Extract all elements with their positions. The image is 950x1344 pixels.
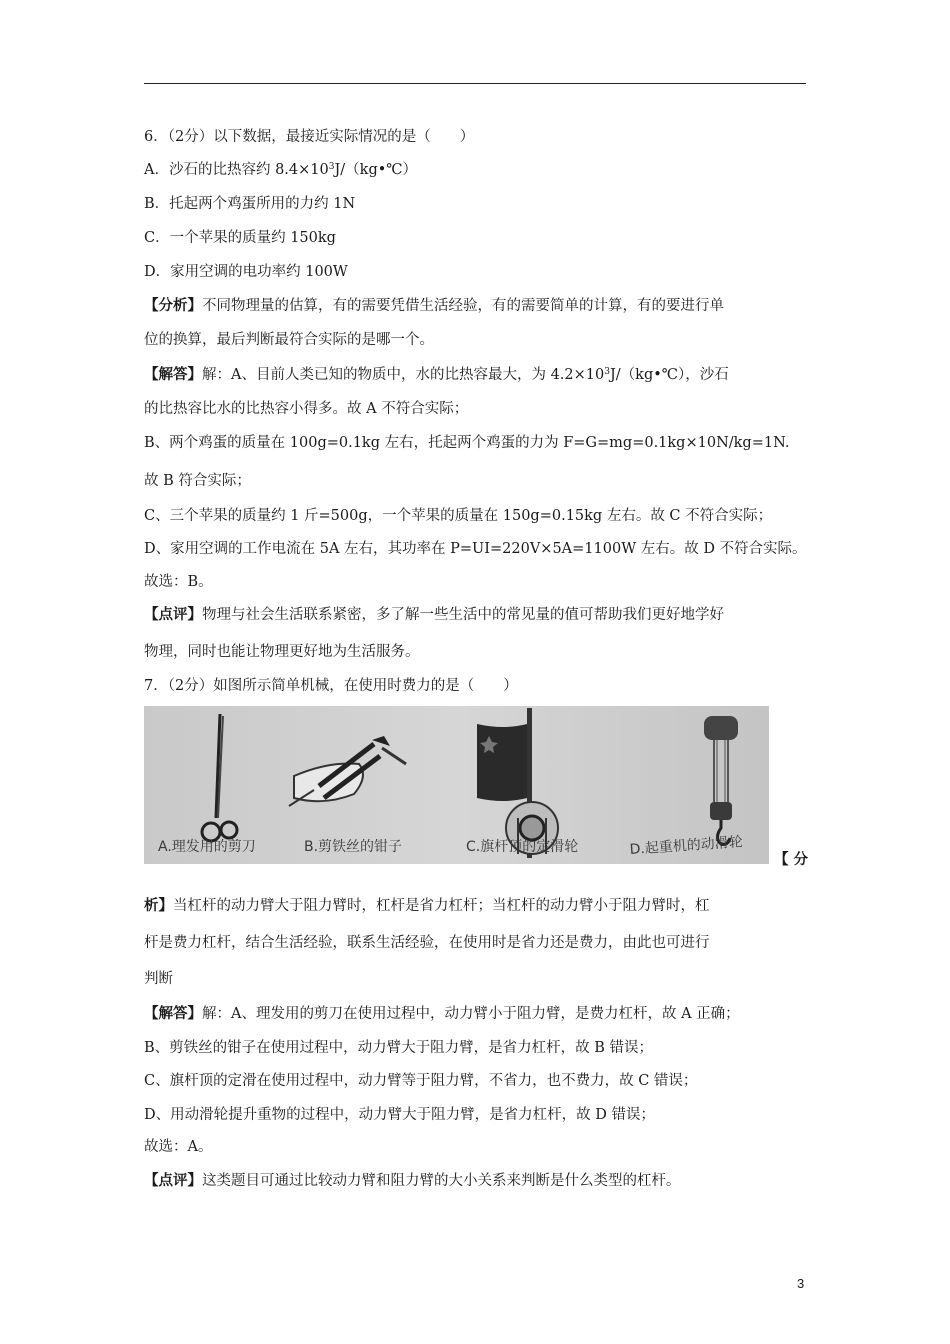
q6-comment-line-1 [144,606,724,624]
q6-solution-b-2: 故 B 符合实际； [144,473,251,489]
q6-solution-line-1 [144,366,729,384]
q7-analysis-text-1: 当杠杆的动力臂大于阻力臂时，杠杆是省力杠杆；当杠杆的动力臂小于阻力臂时，杠 [173,898,710,914]
q7-solution-b: B、剪铁丝的钳子在使用过程中，动力臂大于阻力臂，是省力杠杆，故 B 错误； [144,1040,654,1056]
q6-option-a-exponent: 3 [328,162,335,172]
q6-comment-line-2: 物理，同时也能让物理更好地为生活服务。 [144,644,420,660]
q6-option-b: B．托起两个鸡蛋所用的力约 1N [144,196,356,212]
q7-analysis-tag-part2: 析】 [144,897,173,914]
q7-answer: 故选：A。 [144,1139,213,1155]
q7-solution-a-text: 解：A、理发用的剪刀在使用过程中，动力臂小于阻力臂，是费力杠杆，故 A 正确； [202,1006,740,1022]
q6-solution-a-exponent: 3 [604,367,610,377]
figure-caption-a: A.理发用的剪刀 [158,839,256,855]
q6-option-a-unit: J/（kg•℃） [334,162,418,178]
q6-option-a-text: A．沙石的比热容约 8.4×10 [144,162,329,178]
q6-solution-tag: 【解答】 [144,366,202,383]
q7-analysis-line-1 [144,897,710,915]
q7-stem: 7．（2分）如图所示简单机械，在使用时费力的是（ ） [144,678,518,694]
q6-solution-c: C、三个苹果的质量约 1 斤=500g，一个苹果的质量在 150g=0.15kg 左右。故 C 不符合实际； [144,508,773,524]
q6-solution-d: D、家用空调的工作电流在 5A 左右，其功率在 P=UI=220V×5A=1100W 左右。故 D 不符合实际。 [144,541,807,557]
q7-solution-d: D、用动滑轮提升重物的过程中，动力臂大于阻力臂，是省力杠杆，故 D 错误； [144,1107,655,1123]
q6-option-a [144,161,417,179]
q6-option-d: D．家用空调的电功率约 100W [144,264,348,280]
page-number: 3 [797,1276,805,1291]
q7-analysis-line-3: 判断 [144,971,173,987]
figure-caption-d: D.起重机的动滑轮 [629,834,744,858]
q6-solution-line-2: 的比热容比水的比热容小得多。故 A 不符合实际； [144,401,469,417]
q6-comment-text-1: 物理与社会生活联系紧密，多了解一些生活中的常见量的值可帮助我们更好地学好 [202,607,724,623]
q6-analysis-line-1 [144,297,724,315]
figure-caption-b: B.剪铁丝的钳子 [304,839,403,855]
q6-comment-tag: 【点评】 [144,606,202,623]
q7-solution-line-1 [144,1005,740,1023]
q6-solution-a-unit: J/（kg•℃），沙石 [609,367,729,383]
q7-comment-line [144,1172,681,1190]
q7-analysis-tag-part1: 【 分 [774,851,809,868]
q7-solution-c: C、旗杆顶的定滑在使用过程中，动力臂等于阻力臂，不省力，也不费力，故 C 错误； [144,1073,698,1089]
figure-caption-c: C.旗杆顶的定滑轮 [466,839,579,855]
q7-figure [144,706,769,864]
q7-analysis-line-2: 杆是费力杠杆，结合生活经验，联系生活经验，在使用时是省力还是费力，由此也可进行 [144,935,710,951]
q6-analysis-text-1: 不同物理量的估算，有的需要凭借生活经验，有的需要简单的计算，有的要进行单 [202,298,724,314]
q7-solution-tag: 【解答】 [144,1005,202,1022]
q7-comment-text: 这类题目可通过比较动力臂和阻力臂的大小关系来判断是什么类型的杠杆。 [202,1173,681,1189]
q6-analysis-line-2: 位的换算，最后判断最符合实际的是哪一个。 [144,332,434,348]
q7-comment-tag: 【点评】 [144,1172,202,1189]
q6-solution-b-1: B、两个鸡蛋的质量在 100g=0.1kg 左右，托起两个鸡蛋的力为 F=G=mg=0.1kg×10N/kg=1N. [144,435,790,451]
q6-stem: 6．（2分）以下数据，最接近实际情况的是（ ） [144,129,475,145]
q6-answer: 故选：B。 [144,574,213,590]
q6-analysis-tag: 【分析】 [144,297,202,314]
header-rule [144,83,806,84]
q6-option-c: C．一个苹果的质量约 150kg [144,230,336,246]
q6-solution-a-text: 解：A、目前人类已知的物质中，水的比热容最大，为 4.2×10 [202,367,605,383]
